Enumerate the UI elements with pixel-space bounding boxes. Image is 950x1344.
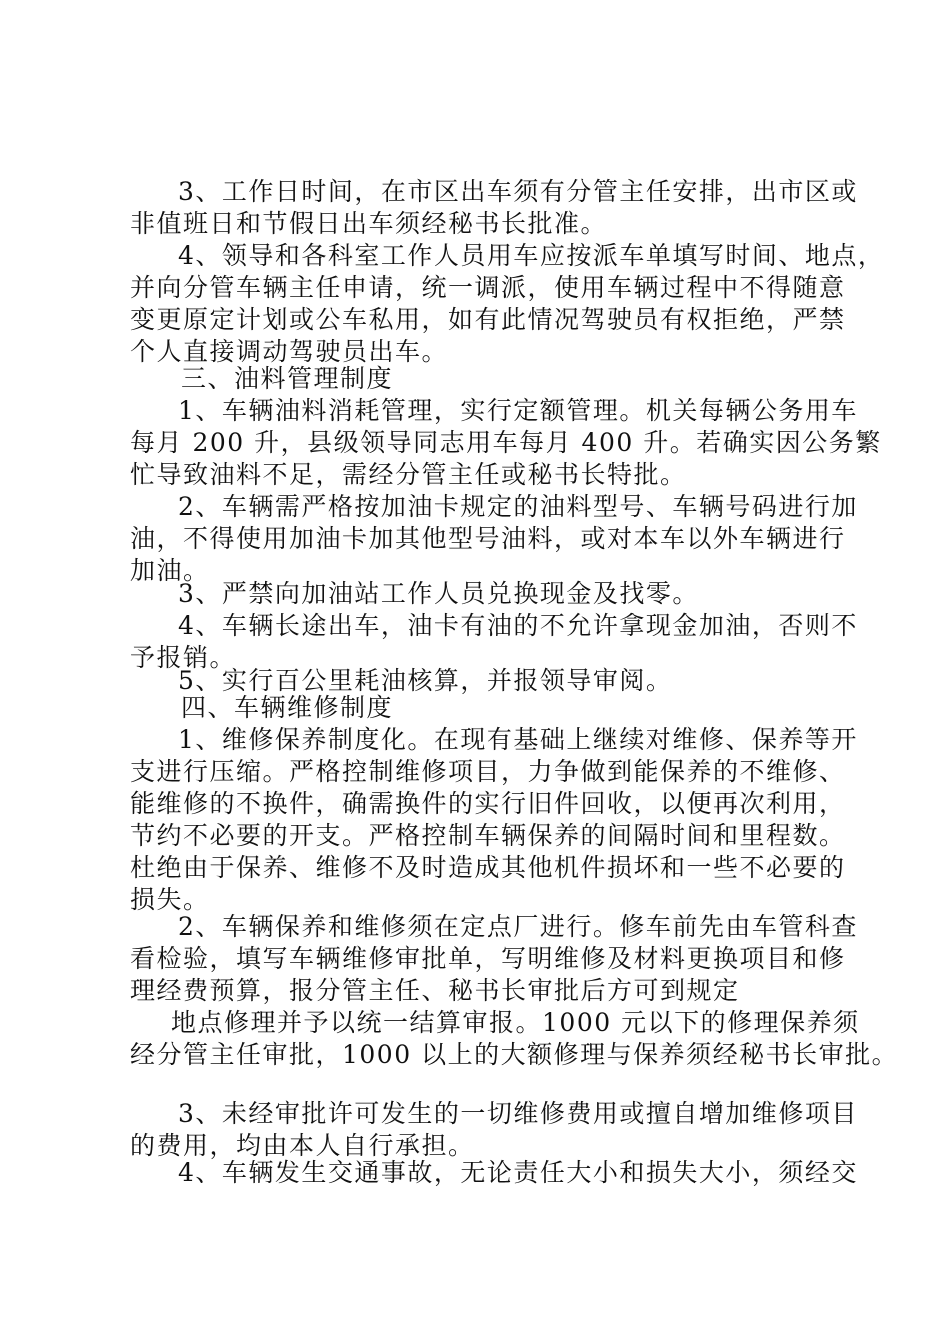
paragraph-line: 4、领导和各科室工作人员用车应按派车单填写时间、地点， [178, 241, 885, 270]
paragraph-line: 个人直接调动驾驶员出车。 [130, 337, 449, 366]
paragraph-line: 的费用，均由本人自行承担。 [130, 1131, 475, 1160]
paragraph-line: 3、未经审批许可发生的一切维修费用或擅自增加维修项目 [178, 1099, 858, 1128]
paragraph-line: 看检验，填写车辆维修审批单，写明维修及材料更换项目和修 [130, 944, 846, 973]
paragraph-line: 非值班日和节假日出车须经秘书长批准。 [130, 209, 608, 238]
section-heading: 三、油料管理制度 [181, 364, 394, 393]
paragraph-line: 每月 200 升，县级领导同志用车每月 400 升。若确实因公务繁 [130, 428, 882, 457]
paragraph-line: 2、车辆需严格按加油卡规定的油料型号、车辆号码进行加 [178, 492, 858, 521]
paragraph-line: 杜绝由于保养、维修不及时造成其他机件损坏和一些不必要的 [130, 853, 846, 882]
paragraph-line: 并向分管车辆主任申请，统一调派，使用车辆过程中不得随意 [130, 273, 846, 302]
paragraph-line: 4、车辆发生交通事故，无论责任大小和损失大小，须经交 [178, 1158, 858, 1187]
paragraph-line: 节约不必要的开支。严格控制车辆保养的间隔时间和里程数。 [130, 821, 846, 850]
paragraph-line: 支进行压缩。严格控制维修项目，力争做到能保养的不维修、 [130, 757, 846, 786]
paragraph-line: 4、车辆长途出车，油卡有油的不允许拿现金加油，否则不 [178, 611, 858, 640]
paragraph-line: 能维修的不换件，确需换件的实行旧件回收，以便再次利用， [130, 789, 846, 818]
paragraph-line: 油，不得使用加油卡加其他型号油料，或对本车以外车辆进行 [130, 524, 846, 553]
paragraph-line: 忙导致油料不足，需经分管主任或秘书长特批。 [130, 460, 687, 489]
paragraph-line: 损失。 [130, 885, 210, 914]
paragraph-line: 1、车辆油料消耗管理，实行定额管理。机关每辆公务用车 [178, 396, 858, 425]
paragraph-line: 3、严禁向加油站工作人员兑换现金及找零。 [178, 579, 699, 608]
paragraph-line: 地点修理并予以统一结算审报。1000 元以下的修理保养须 [171, 1008, 860, 1037]
paragraph-line: 2、车辆保养和维修须在定点厂进行。修车前先由车管科查 [178, 912, 858, 941]
paragraph-line: 予报销。 [130, 643, 237, 672]
paragraph-line: 加油。 [130, 556, 210, 585]
section-heading: 四、车辆维修制度 [181, 693, 394, 722]
paragraph-line: 1、维修保养制度化。在现有基础上继续对维修、保养等开 [178, 725, 858, 754]
paragraph-line: 经分管主任审批，1000 以上的大额修理与保养须经秘书长审批。 [130, 1040, 899, 1069]
paragraph-line: 5、实行百公里耗油核算，并报领导审阅。 [178, 666, 673, 695]
paragraph-line: 理经费预算，报分管主任、秘书长审批后方可到规定 [130, 976, 740, 1005]
paragraph-line: 3、工作日时间，在市区出车须有分管主任安排，出市区或 [178, 177, 858, 206]
paragraph-line: 变更原定计划或公车私用，如有此情况驾驶员有权拒绝，严禁 [130, 305, 846, 334]
